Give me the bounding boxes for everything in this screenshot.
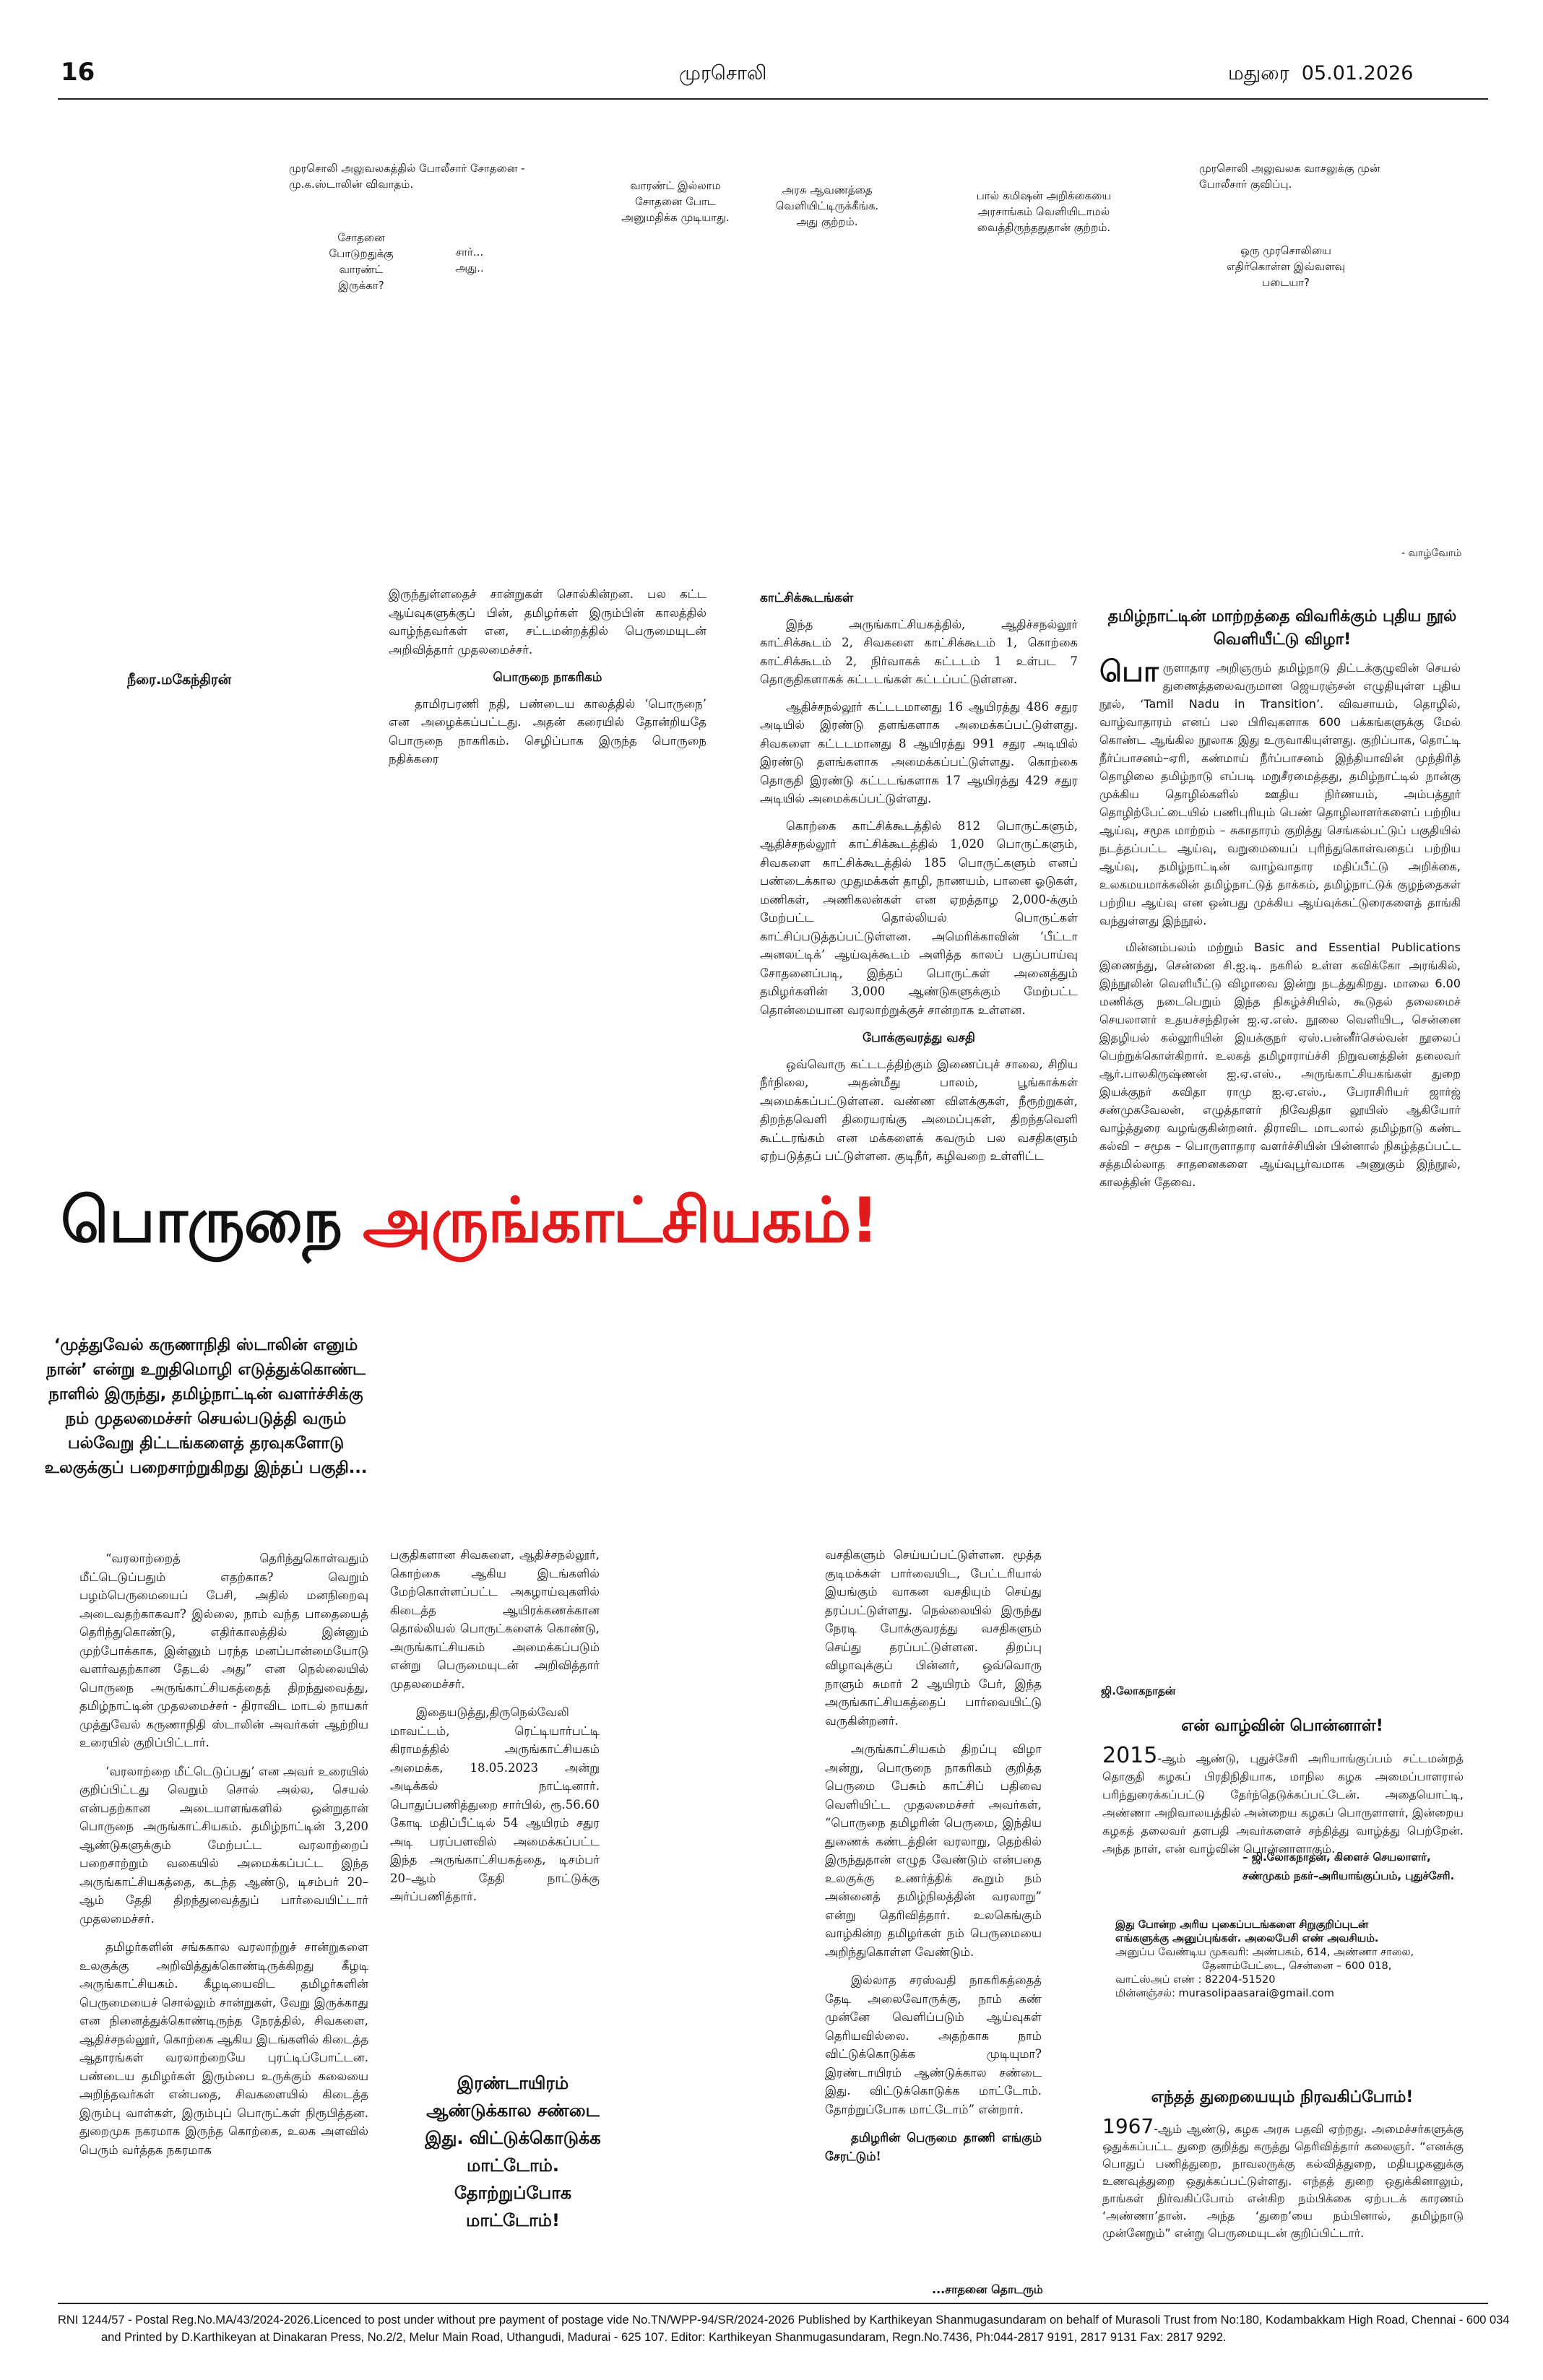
article-title [61, 1185, 878, 1265]
letter-heading: என் வாழ்வின் பொன்னாள்! [1181, 1717, 1383, 1735]
col-b-2: ஆதிச்சநல்லூர் கட்டடமானது 16 ஆயிரத்து 486 சதுர அடியில் இரண்டு தளங்களாக அமைக்கப்பட்டுள்ளது. சிவகளை கட்டடமானது 8 ஆயிரத்து 991 சதுர அடியில் இரண்டு தளங்களாக அமைக்கப்பட்டுள்ளது. கொற்கை தொகுதி இரண்டு கட்டடங்களாக 17 ஆயிரத்து 429 சதுர அடியில் அமைக்கப்பட்டுள்ளது. [760, 699, 1078, 805]
author-byline: நீரை.மகேந்திரன் [127, 672, 232, 688]
lower-c1b: ‘வரலாற்றை மீட்டெடுப்பது’ என அவர் உரையில் குறிப்பிட்டது வெறும் சொல் அல்ல, செயல் என்பதற்கான அடையாளங்களில் ஒன்றுதான் பொருநை அருங்காட்சியகம். தமிழ்நாட்டின் 3,200 ஆண்டுகளுக்கும் மேற்பட்ட வரலாற்றைப் பறைசாற்றும் வகையில் அமைக்கப்பட்ட இந்த அருங்காட்சியகத்தை, கடந்த ஆண்டு, டிசம்பர் 20–ஆம் தேதி திறந்துவைத்துப் பார்வையிட்டார் முதலமைச்சர். [79, 1764, 368, 1926]
lower-c3b: அருங்காட்சியகம் திறப்பு விழா அன்று, பொருநை நாகரிகம் குறித்த பெருமை பேசும் காட்சிப் பதிவை வெளியிட்ட முதலமைச்சர் அவர்கள், “பொருநை தமிழரின் பெருமை, இந்திய துணைக் கண்டத்தின் வரலாறு, தெற்கில் இருந்துதான் எழுத வேண்டும் என்பதை உலகுக்கு உணர்த்திக் கூறும் நம் அன்னைத் தமிழ்நிலத்தின் வரலாறு” என்று தெரிவித்தார். உலகெங்கும் வாழ்கின்ற தமிழர்கள் நம் பெருமையை அறிந்துகொள்ள வேண்டும். [825, 1742, 1042, 1959]
right-heading: தமிழ்நாட்டின் மாற்றத்தை விவரிக்கும் புதிய நூல் வெளியீட்டு விழா! [1107, 607, 1457, 649]
box-text: -ஆம் ஆண்டு, கழக அரசு பதவி ஏற்றது. அமைச்சர்களுக்கு ஒதுக்கப்பட்ட துறை குறித்து கருத்து தெரிவித்தார் கலைஞர். “எனக்கு பொதுப் பணித்துறை, நாவலருக்கு கல்வித்துறை, மதியழகனுக்கு உணவுத்துறை ஒதுக்கப்பட்டுள்ளது. எந்தத் துறை ஒதுக்கினாலும், நாங்கள் நிர்வகிப்போம் என்கிற நம்பிக்கை ஏற்படக் காரணம் ‘அண்ணா’தான். அந்த ‘துறை’யை நம்பினால், தமிழ்நாடு முன்னேறும்” என்று பெருமையுடன் குறிப்பிட்டார். [1102, 2122, 1464, 2240]
dropcap: பொ [1099, 655, 1159, 688]
photo-notice [1115, 1918, 1414, 2001]
box-body [1102, 2114, 1464, 2255]
letter-sign-2: சண்முகம் நகர்–அரியாங்குப்பம், புதுச்சேரி. [1242, 1869, 1455, 1882]
notice-line-4: தேனாம்பேட்டை, சென்னை – 600 018, [1202, 1960, 1392, 1972]
letter-body [1102, 1743, 1464, 1856]
header-rule [58, 98, 1488, 100]
cartoon-caption-7: முரசொலி அலுவலக வாசலுக்கு முன் போலீசார் குவிப்பு. [1199, 162, 1380, 191]
lower-c3c: இல்லாத சரஸ்வதி நாகரிகத்தைத் தேடி அலைவோருக்கு, நாம் கண் முன்னே வெளிப்படும் ஆய்வுகள் தெரியவில்லை. அதற்காக நாம் விட்டுக்கொடுக்க முடியுமா? இரண்டாயிரம் ஆண்டுக்கால சண்டை இது. விட்டுக்கொடுக்க மாட்டோம். தோற்றுப்போக மாட்டோம்” என்றார். [825, 1973, 1042, 2116]
article-col-a [389, 585, 706, 838]
cartoon-bubble-4: வாரண்ட் இல்லாம சோதனை போட அனுமதிக்க முடியாது. [621, 179, 730, 224]
imprint [58, 2311, 1510, 2346]
col-b-1: இந்த அருங்காட்சியகத்தில், ஆதிச்சநல்லூர் காட்சிக்கூடம் 2, சிவகளை காட்சிக்கூடம் 1, கொற்கை காட்சிக்கூடம் 2, நிர்வாகக் கட்டடம் 1 உள்பட 7 தொகுதிகளாகக் கட்டடங்கள் கட்டப்பட்டுள்ளன. [760, 617, 1078, 686]
col-b-3: கொற்கை காட்சிக்கூடத்தில் 812 பொருட்களும், ஆதிச்சநல்லூர் காட்சிக்கூடத்தில் 1,020 பொருட்களும், சிவகளை காட்சிக்கூடத்தில் 185 பொருட்களும் எனப் பண்டைக்கால முதுமக்கள் தாழி, நாணயம், பானை ஓடுகள், மணிகள், அணிகலன்கள் என ஏறத்தாழ 2,000-க்கும் மேற்பட்ட தொல்லியல் பொருட்கள் காட்சிப்படுத்தப்பட்டுள்ளன. அமெரிக்காவின் ‘பீட்டா அனலட்டிக்’ ஆய்வுக்கூடம் அளித்த காலப் பகுப்பாய்வு சோதனைப்படி, இந்தப் பொருட்கள் அனைத்தும் தமிழர்களின் 3,000 ஆண்டுகளுக்கும் மேற்பட்ட தொன்மையான வரலாற்றுக்குச் சான்றாக உள்ளன. [760, 818, 1078, 1017]
subhead-pokku: போக்குவரத்து வசதி [863, 1031, 975, 1045]
notice-line-2: எங்களுக்கு அனுப்புங்கள். அலைபேசி எண் அவசியம். [1115, 1933, 1379, 1944]
letter-sign-1: – ஜி.லோகநாதன், கிளைச் செயலாளர், [1242, 1851, 1431, 1864]
box-lead: 1967 [1102, 2114, 1154, 2138]
notice-line-6: மின்னஞ்சல்: murasolipaasarai@gmail.com [1115, 1988, 1334, 1999]
box-heading: எந்தத் துறையையும் நிரவகிப்போம்! [1151, 2088, 1414, 2106]
lower-c3a: வசதிகளும் செய்யப்பட்டுள்ளன. மூத்த குடிமக்கள் பார்வையிட, பேட்டரியால் இயங்கும் வாகன வசதியும் செய்து தரப்பட்டுள்ளது. நெல்லையில் இருந்து நேரடி போக்குவரத்து வசதிகளும் செய்து தரப்பட்டுள்ளன. திறப்பு விழாவுக்குப் பின்னர், ஒவ்வொரு நாளும் சுமார் 2 ஆயிரம் பேர், இந்த அருங்காட்சியகத்தைப் பார்வையிட்டு வருகின்றனர். [825, 1548, 1042, 1728]
cartoon-bubble-8: ஒரு முரசொலியை எதிர்கொள்ள இவ்வளவு படையா? [1227, 244, 1345, 289]
right-article [1099, 655, 1461, 1280]
notice-line-1: இது போன்ற அரிய புகைப்படங்களை சிறுகுறிப்புடன் [1115, 1919, 1369, 1931]
cartoon-bubble-6: பால் கமிஷன் அறிக்கையை அரசாங்கம் வெளியிடாமல் வைத்திருந்ததுதான் குற்றம். [976, 189, 1112, 234]
cartoon-signature: - வாழ்வோம் [1401, 548, 1462, 559]
right-p2: மின்னம்பலம் மற்றும் Basic and Essential Publications இணைந்து, சென்னை சி.ஐ.டி. நகரில் உள்ள கவிக்கோ அரங்கில், இந்நூலின் வெளியீட்டு விழாவை இன்று நடத்துகிறது. மாலை 6.00 மணிக்கு நடைபெறும் இந்த நிகழ்ச்சியில், கூடுதல் தலைமைச் செயலாளர் உதயச்சந்திரன் ஐ.ஏ.எஸ். நூலை வெளியிட, சென்னை இதழியல் கல்லூரியின் இயக்குநர் ஏஸ்.பன்னீர்செல்வன் நூலைப் பெற்றுக்கொள்கிறார். உலகத் தமிழாராய்ச்சி நிறுவனத்தின் தலைவர் ஆர்.பாலகிருஷ்ணன் ஐ.ஏ.எஸ்., அருங்காட்சியகங்கள் துறை இயக்குநர் கவிதா ராமு ஐ.ஏ.எஸ்., பேராசிரியர் ஜார்ஜ் சண்முகவேலன், எழுத்தாளர் நிவேதிதா லூயிஸ் ஆகியோர் வாழ்த்துரை வழங்குகின்றனர். திராவிட மாடலால் தமிழ்நாடு கண்ட கல்வி – சமூக – பொருளாதார வளர்ச்சியின் பின்னால் நிகழ்த்தப்பட்ட சத்தமில்லாத சாதனைகளை ஆய்வுபூர்வமாக அணுகும் இந்நூல், காலத்தின் தேவை. [1099, 940, 1461, 1189]
col-a-nagarigam: தாமிரபரணி நதி, பண்டைய காலத்தில் ‘பொருநை’ என அழைக்கப்பட்டது. அதன் கரையில் தோன்றியதே பொருநை நாகரிகம். செழிப்பாக இருந்த பொருநை நதிக்கரை [389, 696, 706, 766]
lower-c3d: தமிழரின் பெருமை தாணி எங்கும் சேரட்டும்! [825, 2131, 1042, 2163]
lower-c1: “வரலாற்றைத் தெரிந்துகொள்வதும் மீட்டெடுப்பதும் எதற்காக? வெறும் பழம்பெருமையைப் பேசி, அதில் மனநிறைவு அடைவதற்காகவா? இல்லை, நாம் வந்த பாதையைத் தெரிந்துகொண்டு, எதிர்காலத்தில் இன்னும் முற்போக்காக, இன்னும் பரந்த மனப்பான்மையோடு வளர்வதற்கான தேடல் அது” என நெல்லையில் பொருநை அருங்காட்சியகத்தைத் திறந்துவைத்து, தமிழ்நாட்டின் முதலமைச்சர் - திராவிட மாடல் நாயகர் முத்துவேல் கருணாநிதி ஸ்டாலின் அவர்கள் ஆற்றிய உரையில் குறிப்பிட்டார். [79, 1552, 368, 1749]
notice-line-5: வாட்ஸ்அப் எண் : 82204-51520 [1115, 1974, 1276, 1986]
notice-line-3: அனுப்ப வேண்டிய முகவரி: அண்பகம், 614, அண்ணா சாலை, [1115, 1947, 1414, 1958]
lower-col-1 [79, 1549, 368, 2293]
letter-text: -ஆம் ஆண்டு, புதுச்சேரி அரியாங்குப்பம் சட்டமன்றத் தொகுதி கழகப் பிரதிநிதியாக, மாநில கழக அமைப்பாளரால் பரிந்துரைக்கப்பட்டு தேர்ந்தெடுக்கப்பட்டேன். அதையொட்டி, அண்ணா அறிவாலயத்தில் அன்றைய கழகப் பொருளாளர், இன்றைய கழகத் தலைவர் தளபதி அவர்களைச் சந்தித்து வாழ்த்து பெற்றேன். அந்த நாள், என் வாழ்வின் பொன்னாளாகும். [1102, 1752, 1464, 1856]
cartoon-bubble-5: அரசு ஆவணத்தை வெளியிட்டிருக்கீங்க. அது குற்றம். [775, 183, 879, 228]
imprint-line-1: RNI 1244/57 - Postal Reg.No.MA/43/2024-2026.Licenced to post under without pre payment of postage vide No.TN/WPP-94/SR/2024-2026 Published by Karthikeyan Shanmugasundaram on behalf of Murasoli Trust from No:180, Kodambakkam High Road, Chennai - 600 034 [58, 2314, 1510, 2327]
lower-c1c: தமிழர்களின் சங்ககால வரலாற்றுச் சான்றுகளை உலகுக்கு அறிவித்துக்கொண்டிருக்கிறது கீழடி அருங்காட்சியகம். கீழடியைவிட தமிழர்களின் பெருமையைச் சொல்லும் சான்றுகள், வேறு இருக்காது என நினைத்துக்கொண்டிருந்த நேரத்தில், சிவகளை, ஆதிச்சநல்லூர், கொற்கை ஆகிய இடங்களில் கிடைத்த ஆதாரங்கள் வரலாற்றையே புரட்டிப்போட்டன. பண்டைய தமிழர்கள் இரும்பை உருக்கும் கலையை அறிந்தவர்கள் என்பதை, சிவகளையில் கிடைத்த இரும்பு வாள்கள், இரும்புப் பொருட்கள் நிரூபித்தன. துறைமுக நகரமாக இருந்த கொற்கை, உலக அளவில் பெரும் வர்த்தக நகரமாக [79, 1940, 368, 2157]
continued-note: ...சாதனை தொடரும் [932, 2282, 1043, 2296]
footer-rule [58, 2303, 1488, 2304]
letter-lead: 2015 [1102, 1743, 1158, 1768]
place-date: மதுரை 05.01.2026 [1228, 62, 1414, 85]
pull-quote: இரண்டாயிரம் ஆண்டுக்கால சண்டை இது. விட்டுக்கொடுக்க மாட்டோம். தோற்றுப்போக மாட்டோம்! [425, 2073, 601, 2230]
imprint-line-2: and Printed by D.Karthikeyan at Dinakaran Press, No.2/2, Melur Main Road, Uthangudi, Madurai - 625 107. Editor: Karthikeyan Shanmugasundaram, Regn.No.7436, Ph:044-2817 9191, 2817 9131 Fax: 2817 9292. [101, 2331, 1227, 2344]
page-number: 16 [61, 58, 95, 87]
lower-col-3 [825, 1546, 1042, 2290]
cartoon-bubble-3: சார்... அது.. [455, 246, 484, 274]
title-red: அருங்காட்சியகம்! [363, 1185, 878, 1257]
article-intro: ‘முத்துவேல் கருணாநிதி ஸ்டாலின் எனும் நான்’ என்று உறுதிமொழி எடுத்துக்கொண்ட நாளில் இருந்து, தமிழ்நாட்டின் வளர்ச்சிக்கு நம் முதலமைச்சர் செயல்படுத்தி வரும் பல்வேறு திட்டங்களைத் தரவுகளோடு உலகுக்குப் பறைசாற்றுகிறது இந்தப் பகுதி... [44, 1336, 368, 1477]
subhead-nagarigam: பொருநை நாகரிகம் [493, 670, 602, 685]
right-p1: ருளாதார அறிஞரும் தமிழ்நாடு திட்டக்குழுவின் செயல் துணைத்தலைவருமான ஜெயரஞ்சன் எழுதியுள்ள புதிய நூல், ‘Tamil Nadu in Transition’. விவசாயம், தொழில், வாழ்வாதாரம் எனப் பல பிரிவுகளாக 600 பக்கங்களுக்கு மேல் கொண்ட ஆங்கில நூலாக இது உருவாகியுள்ளது. குறிப்பாக, தொட்டி நீர்ப்பாசனம்–ஏரி, கண்மாய் நீர்ப்பாசனம் இந்தியாவின் முந்திரித் தொழிலை தமிழ்நாடு எப்படி மறுசீரமைத்தது, தமிழ்நாட்டில் நான்கு முக்கிய தொழில்களில் ஊதிய நிர்ணயம், அம்பத்தூர் தொழிற்பேட்டையில் பணிபுரியும் பெண் தொழிலாளர்களைப் பற்றிய ஆய்வு, சமூக மாற்றம் – சுகாதாரம் குறித்து செங்கல்பட்டுப் பகுதியில் நடத்தப்பட்ட ஆய்வு, வறுமையைப் புரிந்துகொள்வதைப் பற்றிய ஆய்வு, தமிழ்நாட்டின் வாழ்வாதார மதிப்பீட்டு அறிக்கை, உலகமயமாக்கலின் தமிழ்நாட்டுத் தாக்கம், தமிழ்நாட்டுக் குழந்தைகள் பற்றிய ஆய்வு என ஒன்பது முக்கிய ஆய்வுக்கட்டுரைகளைத் தாங்கி வந்துள்ளது இந்நூல். [1099, 661, 1461, 927]
letter-byline: ஜி.லோகநாதன் [1101, 1684, 1176, 1697]
col-a-top: இருந்துள்ளதைச் சான்றுகள் சொல்கின்றன. பல கட்ட ஆய்வுகளுக்குப் பின், தமிழர்கள் இரும்பின் காலத்தில் வாழ்ந்தவர்கள் என, சட்டமன்றத்தில் பெருமையுடன் அறிவித்தார் முதலமைச்சர். [389, 587, 706, 657]
title-black: பொருநை [61, 1185, 342, 1257]
cartoon-bubble-2: சோதனை போடுறதுக்கு வாரண்ட் இருக்கா? [329, 231, 394, 292]
lower-c2b: இதையடுத்து,திருநெல்வேலி மாவட்டம், ரெட்டியார்பட்டி கிராமத்தில் அருங்காட்சியகம் அமைக்க, 18.05.2023 அன்று அடிக்கல் நாட்டினார். பொதுப்பணித்துறை சார்பில், ரூ.56.60 கோடி மதிப்பீட்டில் 54 ஆயிரம் சதுர அடி பரப்பளவில் அமைக்கப்பட்ட இந்த அருங்காட்சியகத்தை, டிசம்பர் 20–ஆம் தேதி நாட்டுக்கு அர்ப்பணித்தார். [390, 1705, 600, 1903]
lower-col-2 [390, 1546, 600, 1979]
cartoon-caption-1: முரசொலி அலுவலகத்தில் போலீசார் சோதனை - மு.க.ஸ்டாலின் விவாதம். [289, 162, 525, 191]
subhead-kaatchi: காட்சிக்கூடங்கள் [760, 591, 854, 605]
paper-name: முரசொலி [679, 62, 767, 85]
lower-c2a: பகுதிகளான சிவகளை, ஆதிச்சநல்லூர், கொற்கை ஆகிய இடங்களில் மேற்கொள்ளப்பட்ட அகழாய்வுகளில் கிடைத்த ஆயிரக்கணக்கான தொல்லியல் பொருட்களைக் கொண்டு, அருங்காட்சியகம் அமைக்கப்படும் என்று பெருமையுடன் அறிவித்தார் முதலமைச்சர். [390, 1548, 600, 1691]
col-b-4: ஒவ்வொரு கட்டடத்திற்கும் இணைப்புச் சாலை, சிறிய நீர்நிலை, அதன்மீது பாலம், பூங்காக்கள் அமைக்கப்பட்டுள்ளன. வண்ண விளக்குகள், நீரூற்றுகள், திறந்தவெளி திரையரங்கு அமைப்புகள், திறந்தவெளி கூட்டரங்கம் என மக்களைக் கவரும் பல வசதிகளும் ஏற்படுத்தப் பட்டுள்ளன. குடிநீர், கழிவறை உள்ளிட்ட [760, 1057, 1078, 1163]
